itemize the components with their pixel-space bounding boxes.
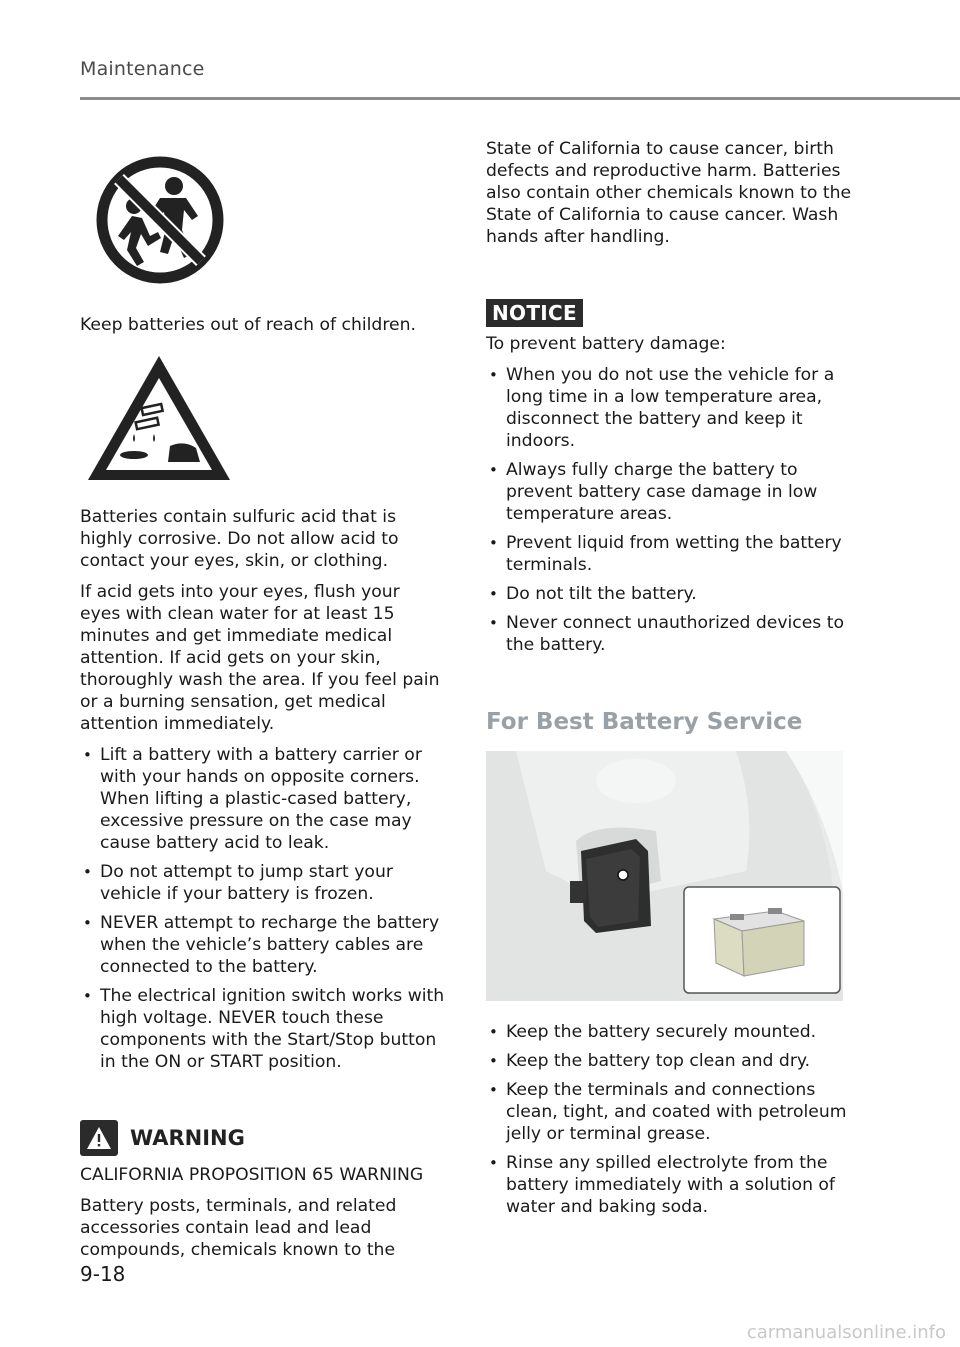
list-item: • Rinse any spilled electrolyte from the battery immediately with a solution of water and baking soda. [486, 1152, 856, 1218]
warning-text: Battery posts, terminals, and related accessories contain lead and lead compounds, chemicals known to the [80, 1196, 397, 1260]
corrosive-acid-warning-icon [84, 352, 445, 490]
list-item: • NEVER attempt to recharge the battery when the vehicle’s battery cables are connected to the battery. [80, 912, 445, 978]
engine-bay-battery-photo [486, 751, 843, 1001]
warning-text-continued: State of California to cause cancer, birth defects and reproductive harm. Batteries also contain other chemicals known to the State of California to cause cancer. Wash hands after handling. [486, 139, 852, 247]
section-header: Maintenance [80, 58, 205, 80]
list-item: • Prevent liquid from wetting the battery terminals. [486, 532, 856, 576]
children-caption: Keep batteries out of reach of children. [80, 315, 416, 335]
list-item: • When you do not use the vehicle for a long time in a low temperature area, disconnect the battery and keep it indoors. [486, 364, 856, 452]
notice-intro: To prevent battery damage: [486, 334, 726, 354]
left-column [80, 150, 445, 1270]
page-number: 9-18 [80, 1262, 126, 1286]
list-item: • Keep the battery top clean and dry. [486, 1050, 856, 1072]
warning-header [80, 1120, 445, 1156]
list-item: • The electrical ignition switch works with high voltage. NEVER touch these components with the Start/Stop button in the ON or START position. [80, 985, 445, 1073]
battery-handling-list [80, 744, 445, 1073]
warning-title: CALIFORNIA PROPOSITION 65 WARNING [80, 1165, 424, 1185]
list-item: • Never connect unauthorized devices to the battery. [486, 612, 856, 656]
warning-label: WARNING [130, 1126, 245, 1150]
warning-triangle-icon [80, 1120, 118, 1156]
list-item: • Do not attempt to jump start your vehicle if your battery is frozen. [80, 861, 445, 905]
watermark: carmanualsonline.info [746, 1322, 946, 1343]
acid-paragraph-2: If acid gets into your eyes, flush your eyes with clean water for at least 15 minutes and get immediate medical attention. If acid gets on your skin, thoroughly wash the area. If you feel pain or a burning sensation, get medical attention immediately. [80, 582, 440, 734]
list-item: • Keep the terminals and connections clean, tight, and coated with petroleum jelly or terminal grease. [486, 1079, 856, 1145]
right-column [486, 138, 856, 1225]
notice-badge: NOTICE [486, 299, 583, 327]
section-title: For Best Battery Service [486, 709, 803, 735]
no-children-prohibition-icon [94, 154, 445, 292]
header-divider [80, 97, 960, 100]
list-item: • Always fully charge the battery to prevent battery case damage in low temperature areas. [486, 459, 856, 525]
acid-paragraph-1: Batteries contain sulfuric acid that is highly corrosive. Do not allow acid to contact your eyes, skin, or clothing. [80, 507, 399, 571]
battery-service-list [486, 1021, 856, 1218]
list-item: • Keep the battery securely mounted. [486, 1021, 856, 1043]
list-item: • Lift a battery with a battery carrier or with your hands on opposite corners. When lifting a plastic-cased battery, excessive pressure on the case may cause battery acid to leak. [80, 744, 445, 854]
notice-list [486, 364, 856, 656]
list-item: • Do not tilt the battery. [486, 583, 856, 605]
